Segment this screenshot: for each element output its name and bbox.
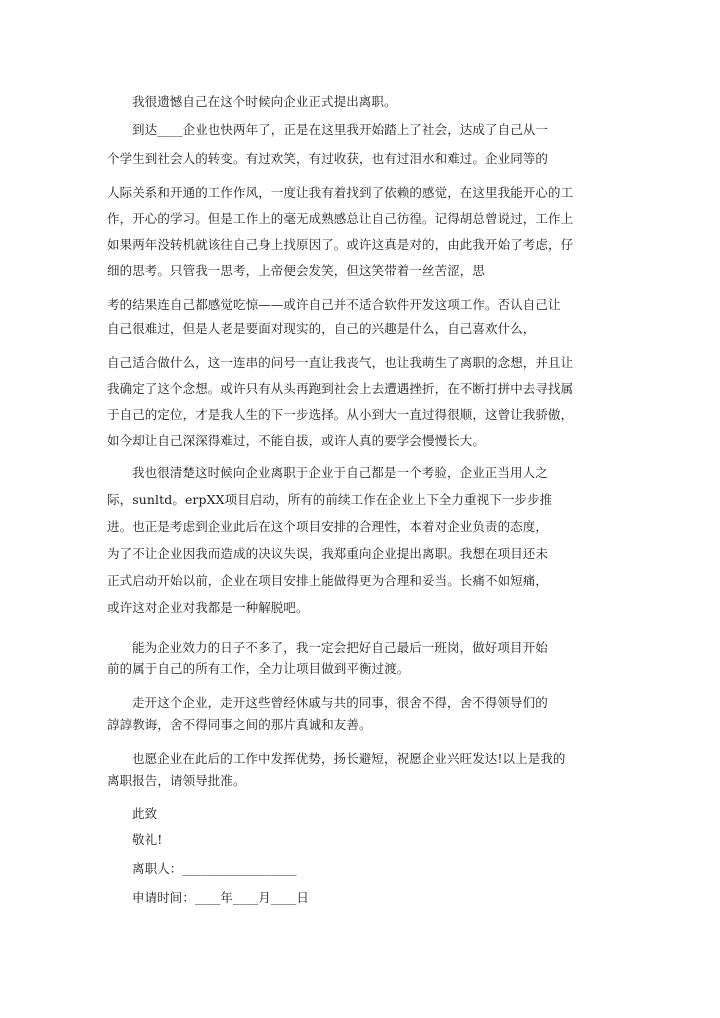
text-line: 作，开心的学习。但是工作上的毫无成熟感总让自己彷徨。记得胡总曾说过，工作上 [107,211,574,226]
text-line: 正式启动开始以前，企业在项目安排上能做得更为合理和妥当。长痛不如短痛， [107,573,549,588]
text-line: 自己很难过，但是人老是要面对现实的，自己的兴趣是什么，自己喜欢什么， [107,321,536,336]
text-line: 我也很清楚这时候向企业离职于企业于自己都是一个考验，企业正当用人之 [132,465,548,480]
text-line: 进。也正是考虑到企业此后在这个项目安排的合理性，本着对企业负责的态度， [107,519,549,534]
application-date-field: 申请时间：____年____月____日 [132,890,310,905]
text-line: 走开这个企业，走开这些曾经休戚与共的同事，很舍不得，舍不得领导们的 [132,695,548,710]
text-line: 能为企业效力的日子不多了，我一定会把好自己最后一班岗，做好项目开始 [132,640,548,655]
text-line: 諄諄教诲，舍不得同事之间的那片真诚和友善。 [107,717,372,732]
text-line: 细的思考。只管我一思考，上帝便会发笑，但这笑带着一丝苦涩，思 [107,263,486,278]
text-line: 于自己的定位，才是我人生的下一步选择。从小到大一直过得很顺，这曾让我骄傲， [107,407,574,422]
text-line: 际，sunltd。erpXX项目启动，所有的前续工作在企业上下全力重视下一步步推 [107,492,553,507]
text-line: 我确定了这个念想。或许只有从头再跑到社会上去遭遇挫折，在不断打拼中去寻找属 [107,381,574,396]
text-line: 个学生到社会人的转变。有过欢笑，有过收获，也有过泪水和难过。企业同等的 [107,151,549,166]
text-line: 到达____企业也快两年了，正是在这里我开始踏上了社会，达成了自己从一 [132,122,549,137]
text-line: 前的属于自己的所有工作，全力让项目做到平衡过渡。 [107,661,410,676]
text-line: 为了不让企业因我而造成的决议失误，我郑重向企业提出离职。我想在项目还未 [107,546,549,561]
text-line: 如今却让自己深深得难过，不能自拔，或许人真的要学会慢慢长大。 [107,433,486,448]
text-line: 自己适合做什么，这一连串的问号一直让我丧气，也让我萌生了离职的念想，并且让 [107,355,574,370]
text-line: 考的结果连自己都感觉吃惊——或许自己并不适合软件开发这项工作。否认自己让 [107,297,561,312]
text-line: 离职报告，请领导批准。 [107,773,246,788]
closing-regards: 敬礼! [132,832,163,847]
closing-salutation: 此致 [132,806,158,821]
text-line: 人际关系和开通的工作作风，一度让我有着找到了依赖的感觉，在这里我能开心的工 [107,185,574,200]
text-line: 我很遗憾自己在这个时候向企业正式提出离职。 [132,94,397,109]
text-line: 如果两年没转机就该往自己身上找原因了。或许这真是对的，由此我开始了考虑，仔 [107,237,574,252]
text-line: 也愿企业在此后的工作中发挥优势，扬长避短，祝愿企业兴旺发达!以上是我的 [132,751,566,766]
text-line: 或许这对企业对我都是一种解脱吧。 [107,600,309,615]
resigner-signature-field: 离职人：__________________ [132,861,297,876]
